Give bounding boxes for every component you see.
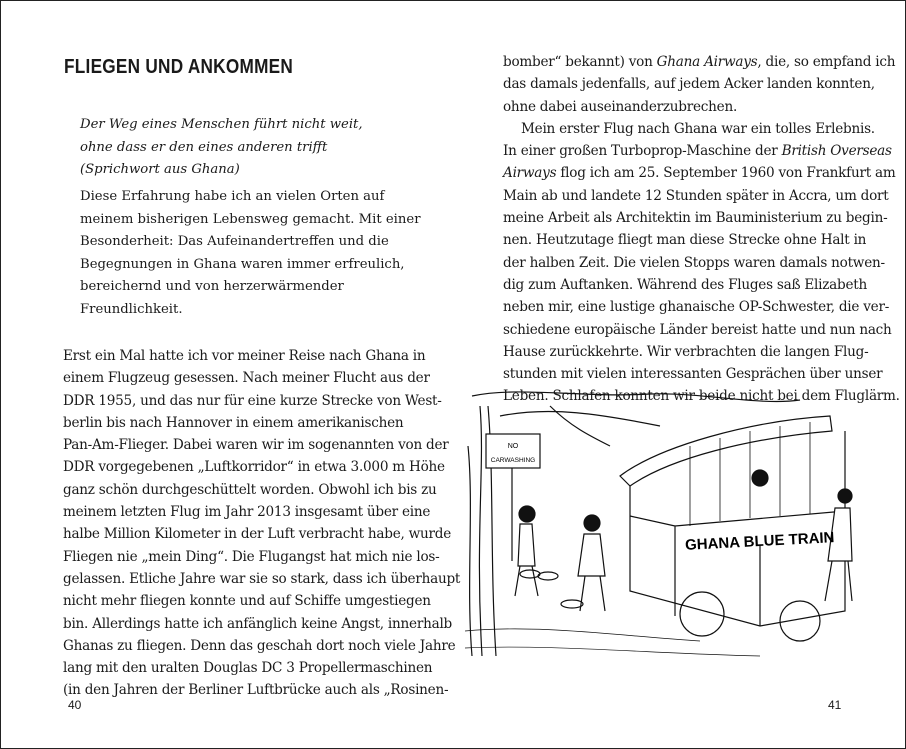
body-line: schiedene europäische Länder bereist hatte und nun nach [503,321,892,338]
intro-line: Diese Erfahrung habe ich an vielen Orten auf [80,189,385,204]
body-line: der halben Zeit. Die vielen Stopps waren damals notwen- [503,254,885,271]
left-body-text [63,345,461,702]
body-line: das damals jedenfalls, auf jedem Acker landen konnten, [503,76,875,93]
epigraph-line: (Sprichwort aus Ghana) [80,162,240,177]
page-number-left: 40 [68,698,82,712]
intro-line: bereichernd und von herzerwärmender [80,279,344,294]
body-line: berlin bis nach Hannover in einem amerikanischen [63,414,404,431]
epigraph [80,114,363,182]
intro-paragraph [80,186,421,321]
body-line: (in den Jahren der Berliner Luftbrücke auch als „Rosinen- [63,682,449,699]
body-line: Main ab und landete 12 Stunden später in Accra, um dort [503,187,889,204]
body-line: meinem letzten Flug im Jahr 2013 insgesamt über eine [63,504,431,521]
body-line: bin. Allerdings hatte ich anfänglich keine Angst, innerhalb [63,615,452,632]
intro-line: Begegnungen in Ghana waren immer erfreulich, [80,256,405,272]
intro-line: Freundlichkeit. [80,301,183,317]
body-line: einem Flugzeug gesessen. Nach meiner Flucht aus der [63,370,430,387]
body-line: gelassen. Etliche Jahre war sie so stark, dass ich überhaupt [63,570,461,587]
body-line: DDR vorgegebenen „Luftkorridor“ in etwa 3.000 m Höhe [63,459,445,476]
body-line: ganz schön durchgeschüttelt worden. Obwohl ich bis zu [63,481,437,498]
body-line: DDR 1955, und das nur für eine kurze Strecke von West- [63,392,442,409]
sign-line-2: CARWASHING [490,457,536,464]
body-line: Ghanas zu fliegen. Denn das geschah dort noch viele Jahre [63,637,456,654]
body-line: neben mir, eine lustige ghanaische OP-Schwester, die ver- [503,299,890,316]
body-line: In einer großen Turboprop-Maschine der British Overseas [503,143,892,160]
body-line: dig zum Auftanken. Während des Fluges saß Elizabeth [503,276,867,293]
body-line: nicht mehr fliegen konnte und auf Schiffe umgestiegen [63,593,431,610]
sign-line-1: NO [507,443,519,450]
body-line: nen. Heutzutage fliegt man diese Strecke ohne Halt in [503,232,867,249]
truck-lettering: GHANA BLUE TRAIN [684,529,835,554]
intro-line: meinem bisherigen Lebensweg gemacht. Mit einer [80,211,421,227]
intro-line: Besonderheit: Das Aufeinandertreffen und die [80,234,389,249]
body-line: Mein erster Flug nach Ghana war ein tolles Erlebnis. [521,120,875,137]
body-line: Airways flog ich am 25. September 1960 von Frankfurt am [503,165,896,182]
body-line: halbe Million Kilometer in der Luft verbracht habe, wurde [63,526,452,543]
chapter-title: FLIEGEN UND ANKOMMEN [64,56,294,78]
page-number-right: 41 [828,698,842,712]
body-line: bomber“ bekannt) von Ghana Airways, die, so empfand ich [503,54,896,70]
body-line: ohne dabei auseinanderzubrechen. [503,98,738,115]
body-line: Leben. Schlafen konnten wir beide nicht bei dem Fluglärm. [503,388,900,405]
body-line: Erst ein Mal hatte ich vor meiner Reise nach Ghana in [63,348,426,364]
body-line: stunden mit vielen interessanten Gesprächen über unser [503,366,883,383]
ghana-blue-train-illustration [460,386,900,664]
epigraph-line: ohne dass er den eines anderen trifft [80,139,328,155]
body-line: meine Arbeit als Architektin im Bauministerium zu begin- [503,210,888,227]
right-body-text [503,51,900,408]
body-line: Hause zurückkehrte. Wir verbrachten die langen Flug- [503,343,869,360]
body-line: Fliegen nie „mein Ding“. Die Flugangst hat mich nie los- [63,548,440,565]
body-line: Pan-Am-Flieger. Dabei waren wir im sogenannten von der [63,437,449,454]
epigraph-line: Der Weg eines Menschen führt nicht weit, [80,117,363,132]
body-line: lang mit den uralten Douglas DC 3 Propellermaschinen [63,660,433,677]
